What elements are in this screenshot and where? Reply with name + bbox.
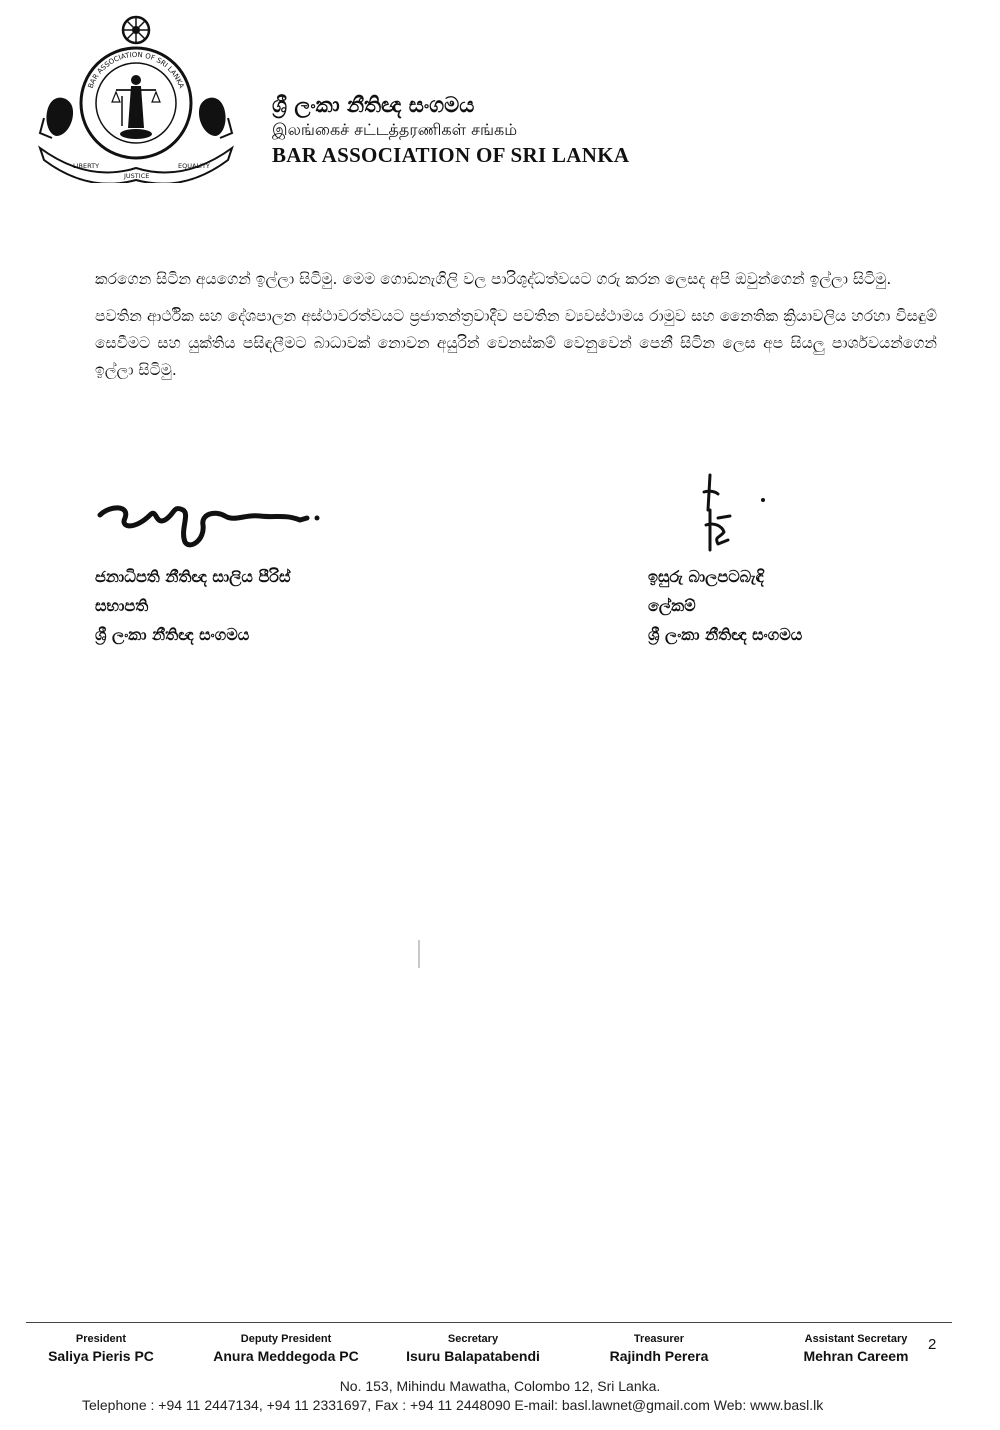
- body-paragraph: කරගෙන සිටින අයගෙන් ඉල්ලා සිටිමු. මෙම ගොඩනැගිලි වල පාරිශුද්ධත්වයට ගරු කරන ලෙසද අපි ඔවුන්ගෙන් ඉල්ලා සිටිමු.: [95, 270, 892, 288]
- org-name-english: BAR ASSOCIATION OF SRI LANKA: [272, 143, 630, 167]
- org-name-tamil: இலங்கைச் சட்டத்தரணிகள் சங்கம்: [272, 120, 518, 139]
- handwritten-signature-president: [95, 470, 335, 560]
- officer-role: Secretary: [447, 1333, 499, 1345]
- logo-banner-justice: JUSTICE: [124, 172, 150, 180]
- footer-address: No. 153, Mihindu Mawatha, Colombo 12, Sri Lanka.: [339, 1378, 661, 1394]
- dharma-wheel-icon: [123, 17, 149, 43]
- lady-justice-icon: [112, 75, 160, 139]
- right-lion-icon: [199, 98, 232, 138]
- logo-banner-equality: EQUALITY: [178, 162, 210, 170]
- logo-banner-liberty: LIBERTY: [73, 162, 100, 170]
- signatory-title: ලේකම්: [648, 596, 696, 615]
- officer-president: [36, 1332, 166, 1366]
- officer-name: Isuru Balapatabendi: [406, 1348, 540, 1364]
- footer-divider: [26, 1322, 952, 1323]
- officer-name: Saliya Pieris PC: [48, 1348, 154, 1364]
- signatory-org: ශ්‍රී ලංකා නීතිඥ සංගමය: [648, 625, 803, 644]
- org-name-sinhala: ශ්‍රී ලංකා නීතිඥ සංගමය: [272, 93, 475, 117]
- footer-officers: [26, 1332, 926, 1372]
- officer-name: Anura Meddegoda PC: [213, 1348, 359, 1364]
- basl-emblem-logo: [38, 8, 258, 183]
- officer-treasurer: [594, 1332, 724, 1366]
- officer-name: Rajindh Perera: [609, 1348, 709, 1364]
- letter-body: [95, 266, 937, 394]
- officer-secretary: [398, 1332, 548, 1366]
- signatory-org: ශ්‍රී ලංකා නීතිඥ සංගමය: [95, 625, 250, 644]
- signatory-name: ජනාධිපති නීතිඥ සාලිය පීරිස්: [95, 567, 291, 586]
- officer-role: Assistant Secretary: [804, 1333, 908, 1345]
- page-number: 2: [928, 1336, 937, 1353]
- officer-role: Deputy President: [240, 1333, 332, 1345]
- officer-role: President: [75, 1333, 127, 1345]
- signatory-title: සභාපති: [95, 596, 149, 615]
- officer-deputy-president: [206, 1332, 366, 1366]
- letterhead-titles: [272, 92, 629, 168]
- left-lion-icon: [40, 98, 73, 138]
- officer-name: Mehran Careem: [803, 1348, 909, 1364]
- signature-block-secretary: [648, 470, 802, 649]
- officer-role: Treasurer: [633, 1333, 685, 1345]
- footer-contact: Telephone : +94 11 2447134, +94 11 2331697, Fax : +94 11 2448090 E-mail: basl.lawnet@gmail.com Web: www.basl.lk: [82, 1397, 824, 1413]
- signature-block-president: [95, 470, 335, 649]
- body-paragraph: පවතින ආර්ථික සහ දේශපාලන අස්ථාවරත්වයට ප්‍රජාතන්ත්‍රවාදීව පවතින ව්‍යවස්ථාමය රාමුව සහ නෛතික ක්‍රියාවලිය හරහා විසඳුම් සෙවීමට සහ යුක්තිය පසිඳලීමට බාධාවක් නොවන අයුරින් වෙනස්කම් වෙනුවෙන් පෙනී සිටින ලෙස අප සියලු පාර්ශවයන්ගෙන් ඉල්ලා සිටිමු.: [95, 307, 937, 379]
- officer-assistant-secretary: [791, 1332, 921, 1366]
- scan-artifact-divider: [418, 940, 420, 968]
- handwritten-signature-secretary: [648, 470, 788, 560]
- logo-ring-text: BAR ASSOCIATION OF SRI LANKA: [86, 50, 186, 90]
- signatory-name: ඉසුරු බාලපටබැඳි: [648, 567, 764, 586]
